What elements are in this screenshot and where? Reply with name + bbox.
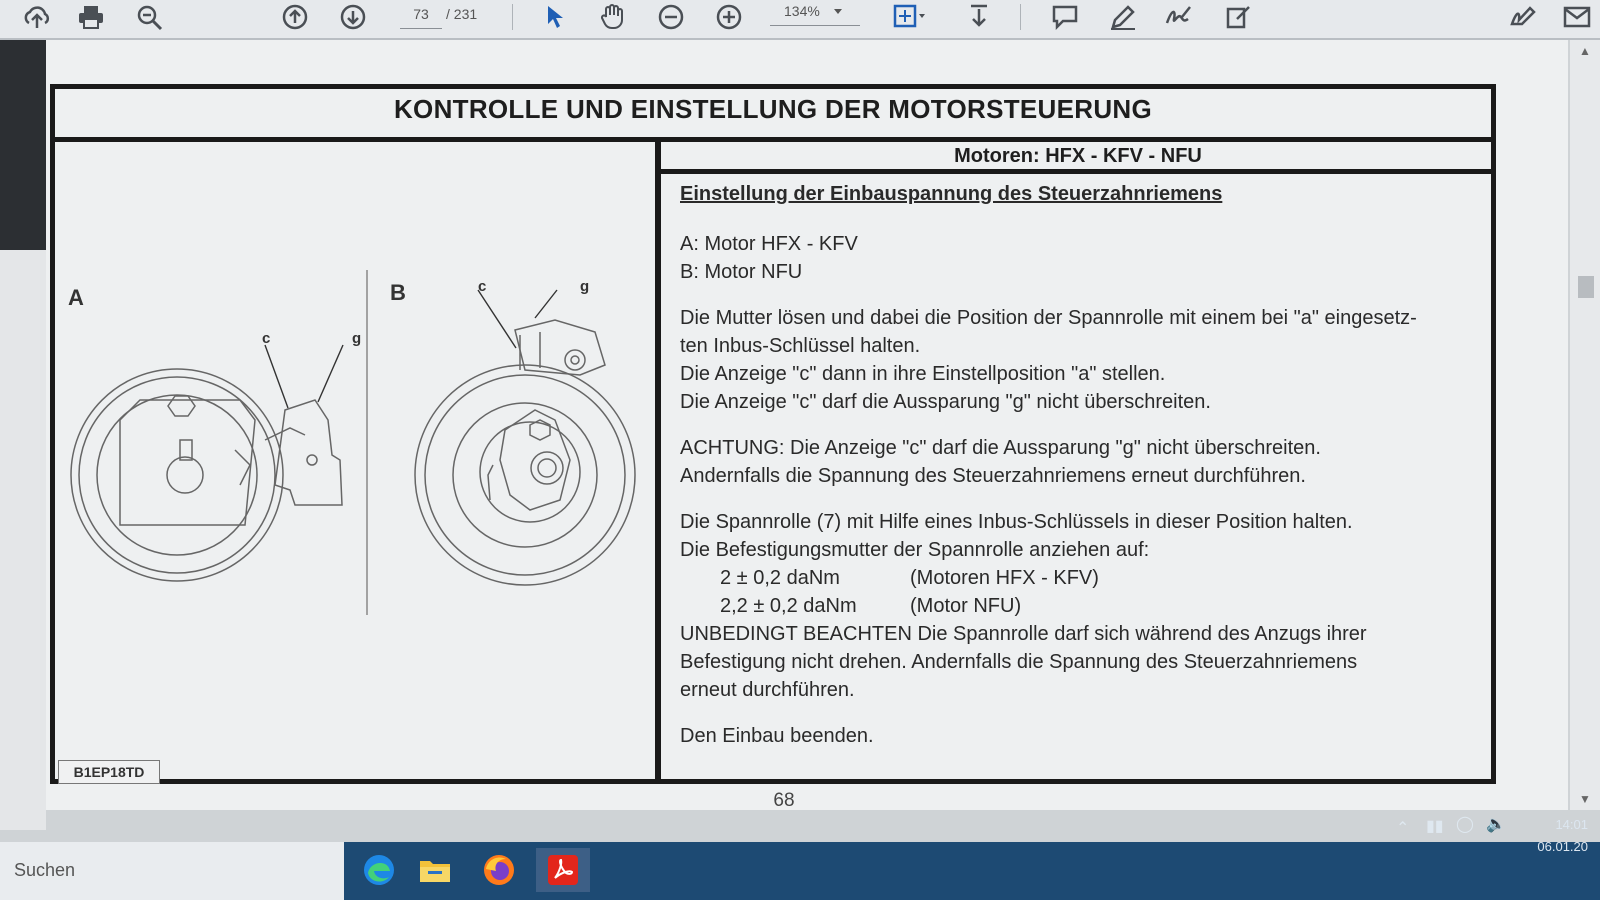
column-divider [655, 140, 661, 780]
network-icon[interactable]: ◯ [1456, 816, 1474, 833]
torque-desc: (Motoren HFX - KFV) [910, 567, 1099, 589]
clock-date: 06.01.20 [1537, 839, 1588, 854]
show-hidden-icons[interactable]: ⌃ [1396, 820, 1410, 837]
page-number-input[interactable]: 73 [400, 2, 442, 29]
zoom-plus-icon[interactable] [712, 2, 746, 32]
acrobat-icon[interactable] [536, 848, 590, 892]
text-line: UNBEDINGT BEACHTEN Die Spannrolle darf sich während des Anzugs ihrer [680, 623, 1367, 645]
volume-icon[interactable]: 🔈 [1486, 816, 1506, 833]
text-line: Befestigung nicht drehen. Andernfalls die Spannung des Steuerzahnriemens [680, 651, 1358, 673]
print-icon[interactable] [74, 2, 108, 32]
edit-icon[interactable] [1222, 2, 1256, 32]
zoom-value: 134% [784, 3, 820, 19]
battery-icon[interactable]: ▮▮ [1426, 818, 1444, 835]
diagram-label-a: A [68, 285, 84, 310]
toolbar-separator [1020, 4, 1021, 30]
text-line: ACHTUNG: Die Anzeige "c" darf die Aussparung "g" nicht überschreiten. [680, 437, 1321, 459]
zoom-out-search-icon[interactable] [132, 2, 166, 32]
clock-time: 14:01 [1555, 817, 1588, 832]
diagram-label-c-right: c [478, 278, 487, 295]
left-navigation-pane [0, 40, 50, 250]
text-line: B: Motor NFU [680, 261, 803, 283]
toolbar [0, 0, 1600, 40]
diagram-label-g-left: g [352, 330, 362, 347]
diagram-label-c-left: c [262, 330, 271, 347]
torque-desc: (Motor NFU) [910, 595, 1022, 617]
torque-row [680, 564, 1480, 592]
pointer-icon[interactable] [540, 2, 570, 32]
scrollbar-thumb[interactable] [1578, 276, 1594, 298]
text-line: Die Befestigungsmutter der Spannrolle anziehen auf: [680, 539, 1150, 561]
hand-icon[interactable] [596, 2, 630, 32]
tensioner-diagram [60, 260, 650, 620]
mail-icon[interactable] [1560, 2, 1594, 32]
scroll-down-icon[interactable]: ▼ [1579, 792, 1591, 806]
clock[interactable] [1537, 814, 1588, 858]
chevron-down-icon [834, 9, 842, 14]
edge-icon[interactable] [352, 848, 406, 892]
pen-icon[interactable] [1106, 2, 1140, 32]
page-total: / 231 [446, 6, 478, 22]
text-line: Die Spannrolle (7) mit Hilfe eines Inbus-Schlüssels in dieser Position halten. [680, 511, 1353, 533]
toolbar-separator [512, 4, 513, 30]
download-icon[interactable] [962, 2, 996, 32]
upload-icon[interactable] [20, 2, 54, 32]
section-heading: Einstellung der Einbauspannung des Steuerzahnriemens [680, 183, 1223, 205]
vertical-scrollbar[interactable] [1570, 40, 1600, 810]
torque-value: 2 ± 0,2 daNm [720, 567, 840, 589]
page-down-icon[interactable] [336, 2, 370, 32]
torque-row [680, 592, 1480, 620]
sign-icon[interactable] [1162, 2, 1196, 32]
diagram-label-b: B [390, 280, 406, 305]
fit-page-icon[interactable] [890, 2, 930, 32]
torque-value: 2,2 ± 0,2 daNm [720, 595, 857, 617]
text-line: A: Motor HFX - KFV [680, 233, 858, 255]
diagram-label-g-right: g [580, 278, 590, 295]
zoom-minus-icon[interactable] [654, 2, 688, 32]
text-line: Die Mutter lösen und dabei die Position der Spannrolle mit einem bei "a" eingesetz- [680, 307, 1417, 329]
zoom-select[interactable] [770, 0, 860, 26]
scroll-up-icon[interactable]: ▲ [1579, 44, 1591, 58]
text-line: Andernfalls die Spannung des Steuerzahnriemens erneut durchführen. [680, 465, 1306, 487]
file-explorer-icon[interactable] [408, 848, 462, 892]
firefox-icon[interactable] [472, 848, 526, 892]
cloud-sign-icon[interactable] [1506, 2, 1540, 32]
comment-icon[interactable] [1048, 2, 1082, 32]
text-line: ten Inbus-Schlüssel halten. [680, 335, 921, 357]
search-placeholder: Suchen [14, 860, 76, 880]
motors-heading: Motoren: HFX - KFV - NFU [660, 140, 1496, 174]
text-line: Den Einbau beenden. [680, 725, 874, 747]
instruction-text [680, 180, 1480, 750]
text-line: Die Anzeige "c" darf die Aussparung "g" nicht überschreiten. [680, 391, 1211, 413]
image-code: B1EP18TD [58, 760, 160, 784]
page-number: 68 [773, 790, 795, 811]
page-title: KONTROLLE UND EINSTELLUNG DER MOTORSTEUERUNG [393, 94, 1153, 124]
left-pane-background [0, 250, 46, 830]
page-up-icon[interactable] [278, 2, 312, 32]
taskbar-search[interactable] [0, 842, 344, 900]
title-bar [50, 84, 1496, 142]
text-line: Die Anzeige "c" dann in ihre Einstellposition "a" stellen. [680, 363, 1166, 385]
text-line: erneut durchführen. [680, 679, 855, 701]
